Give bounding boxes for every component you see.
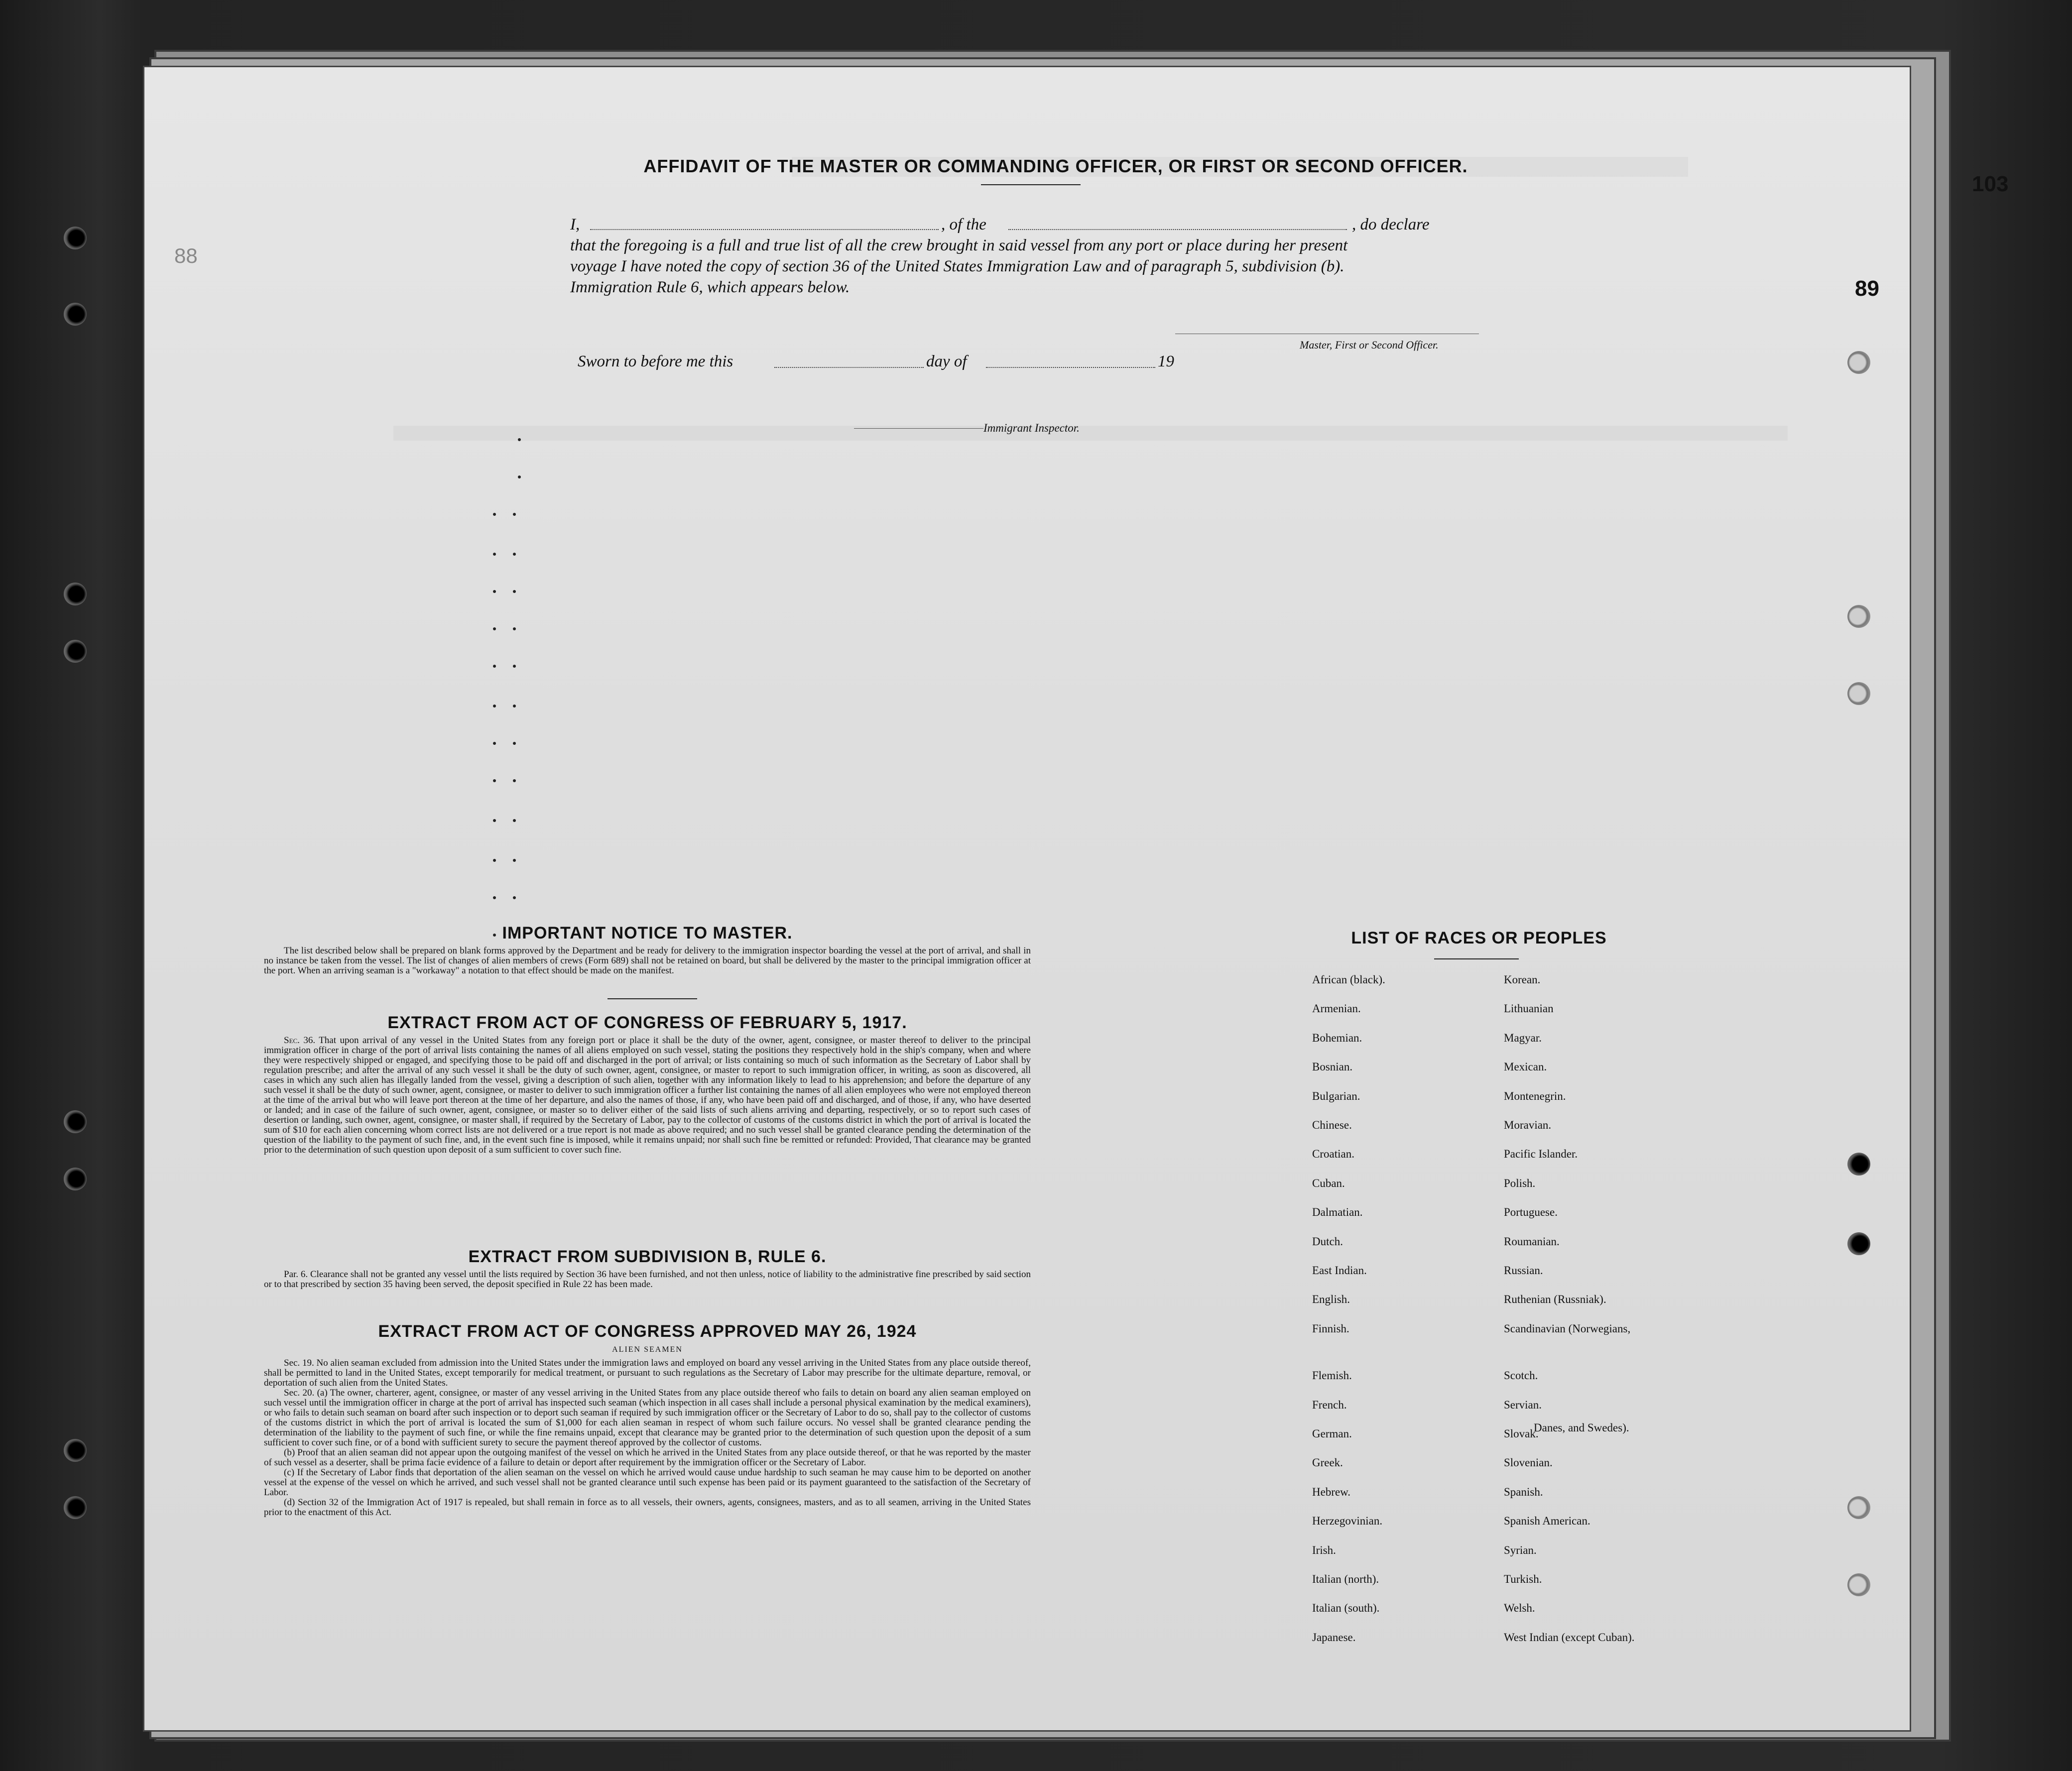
ghost-mark	[493, 513, 496, 516]
race-item: Welsh.	[1504, 1602, 1535, 1615]
races-right-column	[1504, 973, 1733, 1720]
sec-20d-text: (d) Section 32 of the Immigration Act of 1917 is repealed, but shall remain in force as to all vessels, their owners, agents, consignees, masters, and as to all seamen, arriving in the United States prior to the enactment of this Act.	[264, 1497, 1031, 1518]
binder-hole-icon	[64, 1110, 87, 1133]
binder-hole-icon	[1847, 1232, 1870, 1255]
sworn-month-blank	[986, 367, 1155, 368]
race-scandinavian-continuation: Danes, and Swedes).	[1534, 1421, 1629, 1434]
race-item: Irish.	[1312, 1543, 1336, 1556]
race-item: Slovak.	[1504, 1427, 1539, 1440]
race-item: Hebrew.	[1312, 1485, 1351, 1498]
affidavit-body	[530, 214, 1526, 298]
ghost-mark	[513, 705, 516, 708]
binder-hole-icon	[1847, 1496, 1870, 1519]
title-underline	[981, 184, 1081, 185]
margin-right-number: 89	[1855, 276, 1879, 301]
ghost-mark	[513, 590, 516, 593]
race-item: Slovenian.	[1504, 1456, 1553, 1469]
race-item: Italian (north).	[1312, 1573, 1379, 1585]
race-item: Chinese.	[1312, 1119, 1352, 1131]
sec-20a-text: Sec. 20. (a) The owner, charterer, agent, consignee, or master of any vessel arriving in the United States from any place outside thereof who fails to detain on board any alien seaman employed on such vessel until the immigration officer in charge at the port of arrival has inspected such seaman (which inspection in all cases shall include a personal physical examination by the medical examiners), or who fails to detain such seaman on board after such inspection or to deport such seaman if required by such immigration officer or the Secretary of Labor to do so, shall pay to the collector of customs of the customs district in which the port of arrival is located the sum of $1,000 for each alien seaman in respect of whom such failure occurs. No vessel shall be granted clearance pending the determination of the liability to the payment of such fine, or while the fine remains unpaid, except that clearance may be granted prior to the determination of such question upon the deposit of a sum sufficient to cover such fine, or of a bond with sufficient surety to secure the payment thereof approved by the collector of customs.	[264, 1388, 1031, 1448]
binder-hole-icon	[64, 227, 87, 249]
race-item: Lithuanian	[1504, 1002, 1554, 1015]
race-item: Pacific Islander.	[1504, 1148, 1578, 1161]
ghost-mark	[493, 779, 496, 782]
sworn-year: 19	[1158, 353, 1174, 370]
declarant-name-blank	[590, 229, 939, 230]
ghost-mark	[518, 475, 521, 478]
sec-36-label: Sec. 36.	[284, 1035, 316, 1046]
race-item: East Indian.	[1312, 1264, 1367, 1277]
race-item: Ruthenian (Russniak).	[1504, 1293, 1606, 1306]
sec-19-text: Sec. 19. No alien seaman excluded from admission into the United States under the immigration laws and employed on board any vessel arriving in the United States from any place outside thereof, shall be permitted to land in the United States, except temporarily for medical treatment, or pursuant to such regulations as the Secretary of Labor may prescribe for the ultimate departure, removal, or deportation of such alien from the United States.	[264, 1358, 1031, 1388]
sec-20b-text: (b) Proof that an alien seaman did not appear upon the outgoing manifest of the vessel on which he arrived in the United States from any place outside thereof, or that he was reported by the master of such vessel as a deserter, shall be prima facie evidence of a failure to detain or deport after requirement by the immigration officer or the Secretary of Labor.	[264, 1447, 1031, 1468]
binder-hole-icon	[64, 583, 87, 605]
race-item: Herzegovinian.	[1312, 1515, 1383, 1528]
affidavit-line-4: Immigration Rule 6, which appears below.	[570, 278, 850, 296]
race-item: Scotch.	[1504, 1369, 1538, 1382]
ghost-mark	[513, 859, 516, 862]
sworn-day-of: day of	[926, 353, 967, 370]
race-item: Japanese.	[1312, 1631, 1356, 1644]
binder-hole-icon	[1847, 351, 1870, 374]
margin-left-number: 88	[174, 244, 198, 267]
inspector-label: Immigrant Inspector.	[983, 422, 1080, 434]
bleed-through-text	[393, 426, 1788, 441]
extract-rule6-body: Par. 6. Clearance shall not be granted any vessel until the lists required by Section 36 have been furnished, and not then unless, notice of liability to the administrative fine prescribed by said section or to that prescribed by section 35 having been served, the deposit specified in Rule 22 has been made.	[264, 1269, 1031, 1290]
race-item: Greek.	[1312, 1456, 1343, 1469]
notice-divider	[608, 998, 697, 999]
vessel-prefix: , of the	[941, 216, 986, 234]
race-item: West Indian (except Cuban).	[1504, 1631, 1635, 1644]
binder-hole-icon	[64, 1439, 87, 1462]
notice-section	[264, 924, 1031, 976]
affidavit-title: AFFIDAVIT OF THE MASTER OR COMMANDING OFFICER, OR FIRST OR SECOND OFFICER.	[643, 156, 1468, 176]
race-item: Spanish.	[1504, 1485, 1543, 1498]
race-item: Moravian.	[1504, 1119, 1552, 1131]
extract-1917-body	[264, 1036, 1031, 1155]
binder-hole-icon	[1847, 1573, 1870, 1596]
binder-hole-icon	[64, 1496, 87, 1519]
ghost-mark	[513, 665, 516, 668]
race-item: Dutch.	[1312, 1235, 1343, 1248]
ghost-mark	[493, 742, 496, 745]
ghost-mark	[513, 553, 516, 556]
ghost-mark	[493, 819, 496, 822]
sworn-day-blank	[774, 367, 924, 368]
extract-rule6-section	[264, 1247, 1031, 1290]
sworn-prefix: Sworn to before me this	[578, 353, 733, 370]
race-item: Russian.	[1504, 1264, 1543, 1277]
race-item: Servian.	[1504, 1398, 1542, 1411]
ghost-mark	[493, 705, 496, 708]
race-item: Spanish American.	[1504, 1515, 1590, 1528]
race-item: Turkish.	[1504, 1573, 1542, 1585]
affidavit-line-3: voyage I have noted the copy of section 36 of the United States Immigration Law and of paragraph 5, subdivision (b).	[570, 257, 1344, 275]
declare-suffix: , do declare	[1352, 216, 1430, 234]
race-item: Bulgarian.	[1312, 1089, 1360, 1102]
races-left-column	[1312, 973, 1501, 1720]
race-item: English.	[1312, 1293, 1350, 1306]
ghost-mark	[513, 742, 516, 745]
inspector-line	[854, 428, 983, 429]
race-item: Mexican.	[1504, 1061, 1547, 1073]
races-right-column-continuation	[1534, 1421, 1733, 1441]
races-title: LIST OF RACES OR PEOPLES	[1351, 929, 1607, 947]
ghost-mark	[493, 553, 496, 556]
sworn-line	[578, 351, 1325, 372]
ghost-mark	[493, 627, 496, 630]
race-item: Croatian.	[1312, 1148, 1354, 1161]
race-item: French.	[1312, 1398, 1347, 1411]
page-stamp-number: 103	[1972, 172, 2009, 196]
extract-1924-subtitle: ALIEN SEAMEN	[612, 1345, 683, 1354]
race-item: Bosnian.	[1312, 1061, 1353, 1073]
race-item: Bohemian.	[1312, 1031, 1362, 1044]
extract-1924-title: EXTRACT FROM ACT OF CONGRESS APPROVED MAY 26, 1924	[378, 1322, 917, 1341]
document-page	[144, 67, 2009, 1730]
signature-label: Master, First or Second Officer.	[1300, 339, 1439, 351]
notice-body: The list described below shall be prepared on blank forms approved by the Department and be ready for delivery to the immigration inspector boarding the vessel at the port of arrival, and shall in no instance be taken from the vessel. The list of changes of alien members of crews (Form 689) shall not be retained on board, but shall be delivered by the master to the principal immigration officer at the port. When an arriving seaman is a "workaway" a notation to that effect should be made on the manifest.	[264, 945, 1031, 976]
ghost-mark	[513, 513, 516, 516]
ghost-mark	[518, 438, 521, 441]
extract-1917-section	[264, 1013, 1031, 1155]
race-item: Armenian.	[1312, 1002, 1361, 1015]
race-item: Roumanian.	[1504, 1235, 1560, 1248]
extract-1917-title: EXTRACT FROM ACT OF CONGRESS OF FEBRUARY 5, 1917.	[387, 1013, 907, 1032]
race-item: Italian (south).	[1312, 1602, 1380, 1615]
sec-20c-text: (c) If the Secretary of Labor finds that deportation of the alien seaman on the vessel on which he arrived would cause undue hardship to such seaman he may cause him to be deported on another vessel at the expense of the vessel on which he arrived, and such vessel shall not be granted clearance until such expense has been paid or its payment guaranteed to the satisfaction of the Secretary of Labor.	[264, 1467, 1031, 1498]
ghost-mark	[493, 665, 496, 668]
race-item: Polish.	[1504, 1177, 1536, 1189]
races-underline	[1434, 958, 1519, 959]
race-item: African (black).	[1312, 973, 1385, 986]
binder-hole-icon	[64, 303, 87, 326]
race-item: Flemish.	[1312, 1369, 1352, 1382]
binder-hole-icon	[1847, 1153, 1870, 1176]
race-item: Cuban.	[1312, 1177, 1345, 1189]
race-item: Korean.	[1504, 973, 1541, 986]
notice-title: IMPORTANT NOTICE TO MASTER.	[502, 924, 793, 943]
race-item: Scandinavian (Norwegians,	[1504, 1322, 1631, 1335]
binder-hole-icon	[1847, 605, 1870, 628]
ghost-mark	[493, 859, 496, 862]
binder-hole-icon	[64, 1168, 87, 1190]
vessel-name-blank	[1008, 229, 1347, 230]
declarant-prefix: I,	[570, 216, 580, 234]
ghost-mark	[513, 896, 516, 899]
race-item: Finnish.	[1312, 1322, 1349, 1335]
ghost-mark	[493, 590, 496, 593]
sec-36-text: That upon arrival of any vessel in the United States from any foreign port or place it shall be the duty of the owner, agent, consignee, or master thereof to deliver to the principal immigration officer in charge of the port of arrival lists containing the names of all aliens employed on such vessel, stating the positions they respectively hold in the ship's company, when and where they were respectively shipped or engaged, and specifying those to be paid off and discharged in the port of arrival; or lists containing so much of such information as the Secretary of Labor shall by regulation prescribe; and after the arrival of any such vessel it shall be the duty of such owner, agent, consignee, or master to report to such immigration officer, in writing, as soon as discovered, all cases in which any such alien has illegally landed from the vessel, giving a description of such alien, together with any information likely to lead to his apprehension; and before the departure of any such vessel it shall be the duty of such owner, agent, consignee, or master to deliver to such immigration officer a further list containing the names of all alien employees who were not employed thereon at the time of the arrival but who will leave port thereon at the time of her departure, and also the names of those, if any, who have been paid off and discharged, and of those, if any, who have deserted or landed; and in case of the failure of such owner, agent, consignee, or master so to deliver either of the said lists of such aliens arriving and departing, respectively, or so to report such cases of desertion or landing, such owner, agent, consignee, or master shall, if required by the Secretary of Labor, pay to the collector of customs of the customs district in which the port of arrival is located the sum of $10 for each alien concerning whom correct lists are not delivered or a true report is not made as above required; and no such vessel shall be granted clearance pending the determination of the question of the liability to the payment of such fine, and, in the event such fine is imposed, while it remains unpaid; nor shall such fine be remitted or refunded: Provided, That clearance may be granted prior to the determination of such question upon deposit of a sum sufficient to cover such fine.	[264, 1035, 1031, 1155]
race-item: Portuguese.	[1504, 1206, 1558, 1219]
race-item: Syrian.	[1504, 1543, 1537, 1556]
affidavit-line-2: that the foregoing is a full and true list of all the crew brought in said vessel from any port or place during her present	[570, 236, 1348, 254]
race-item: Montenegrin.	[1504, 1089, 1566, 1102]
binder-hole-icon	[1847, 682, 1870, 705]
race-item: German.	[1312, 1427, 1352, 1440]
extract-rule6-title: EXTRACT FROM SUBDIVISION B, RULE 6.	[468, 1247, 827, 1266]
binder-hole-icon	[64, 640, 87, 663]
ghost-mark	[513, 819, 516, 822]
race-item: Magyar.	[1504, 1031, 1542, 1044]
extract-1924-section	[264, 1322, 1031, 1518]
ghost-mark	[493, 896, 496, 899]
race-item: Dalmatian.	[1312, 1206, 1363, 1219]
ghost-mark	[513, 627, 516, 630]
ghost-mark	[513, 779, 516, 782]
